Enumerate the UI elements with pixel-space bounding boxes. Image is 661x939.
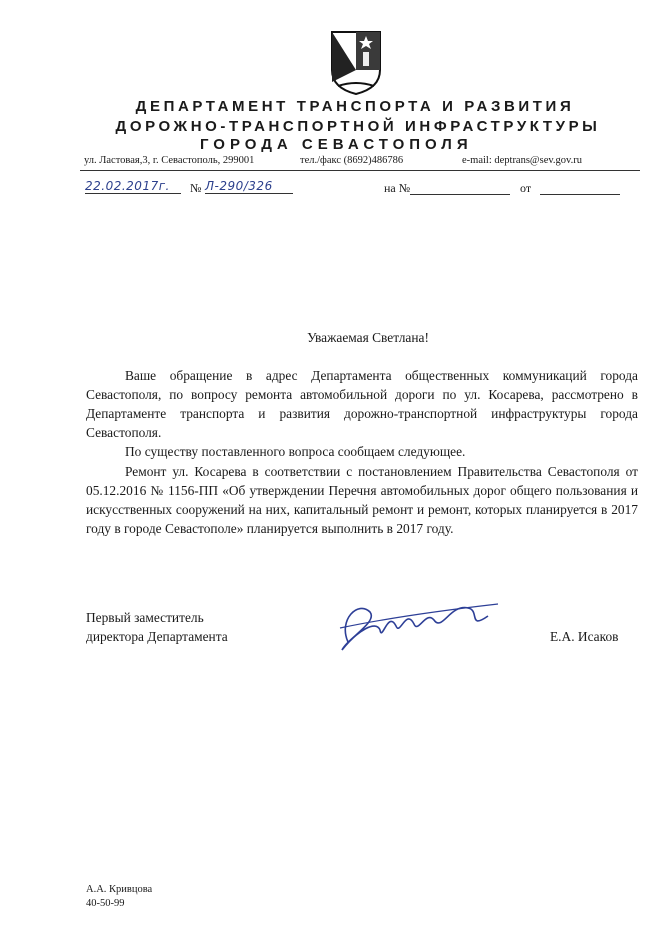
paragraph-intro: По существу поставленного вопроса сообщаем следующее. <box>125 444 466 459</box>
registration-number: Л-290/326 <box>205 179 293 194</box>
handwritten-signature <box>318 590 508 660</box>
number-label: № <box>190 181 202 195</box>
signatory-role-line1: Первый заместитель <box>86 610 204 625</box>
registration-date: 22.02.2017г. <box>85 179 181 194</box>
paragraph-repair-plan: Ремонт ул. Косарева в соответствии с постановлением Правительства Севастополя от 05.12.2016 № 1156-ПП «Об утверждении Перечня автомобильных дорог общего пользования и искусственных сооружений на них, капитальный ремонт и ремонт, которых планируется в 2017 году в городе Севастополе» планируется выполнить в 2017 году. <box>86 464 638 536</box>
signatory-name: Е.А. Исаков <box>550 629 619 644</box>
from-label: от <box>520 181 532 195</box>
in-reply-label: на № <box>384 181 411 195</box>
address: ул. Ластовая,3, г. Севастополь, 299001 <box>84 155 255 166</box>
executor-phone: 40-50-99 <box>86 898 125 909</box>
greeting: Уважаемая Светлана! <box>307 330 429 345</box>
from-blank <box>540 194 620 195</box>
in-reply-blank <box>410 194 510 195</box>
signatory-role-line2: директора Департамента <box>86 629 228 644</box>
department-title-line1: ДЕПАРТАМЕНТ ТРАНСПОРТА И РАЗВИТИЯ <box>135 98 575 115</box>
phone-fax: тел./факс (8692)486786 <box>300 155 404 166</box>
coat-of-arms-icon <box>330 30 382 96</box>
department-title-line3: ГОРОДА СЕВАСТОПОЛЯ <box>200 136 473 153</box>
email: e-mail: deptrans@sev.gov.ru <box>462 155 582 166</box>
department-title-line2: ДОРОЖНО-ТРАНСПОРТНОЙ ИНФРАСТРУКТУРЫ <box>115 118 601 135</box>
paragraph-appeal: Ваше обращение в адрес Департамента общественных коммуникаций города Севастополя, по вопросу ремонта автомобильной дороги по ул. Косарева, рассмотрено в Департаменте транспорта и развития дорожно-транспортной инфраструктуры города Севастополя. <box>86 368 638 440</box>
executor-name: А.А. Кривцова <box>86 884 153 895</box>
signatory-role <box>86 608 228 646</box>
letterhead-divider <box>80 170 640 171</box>
